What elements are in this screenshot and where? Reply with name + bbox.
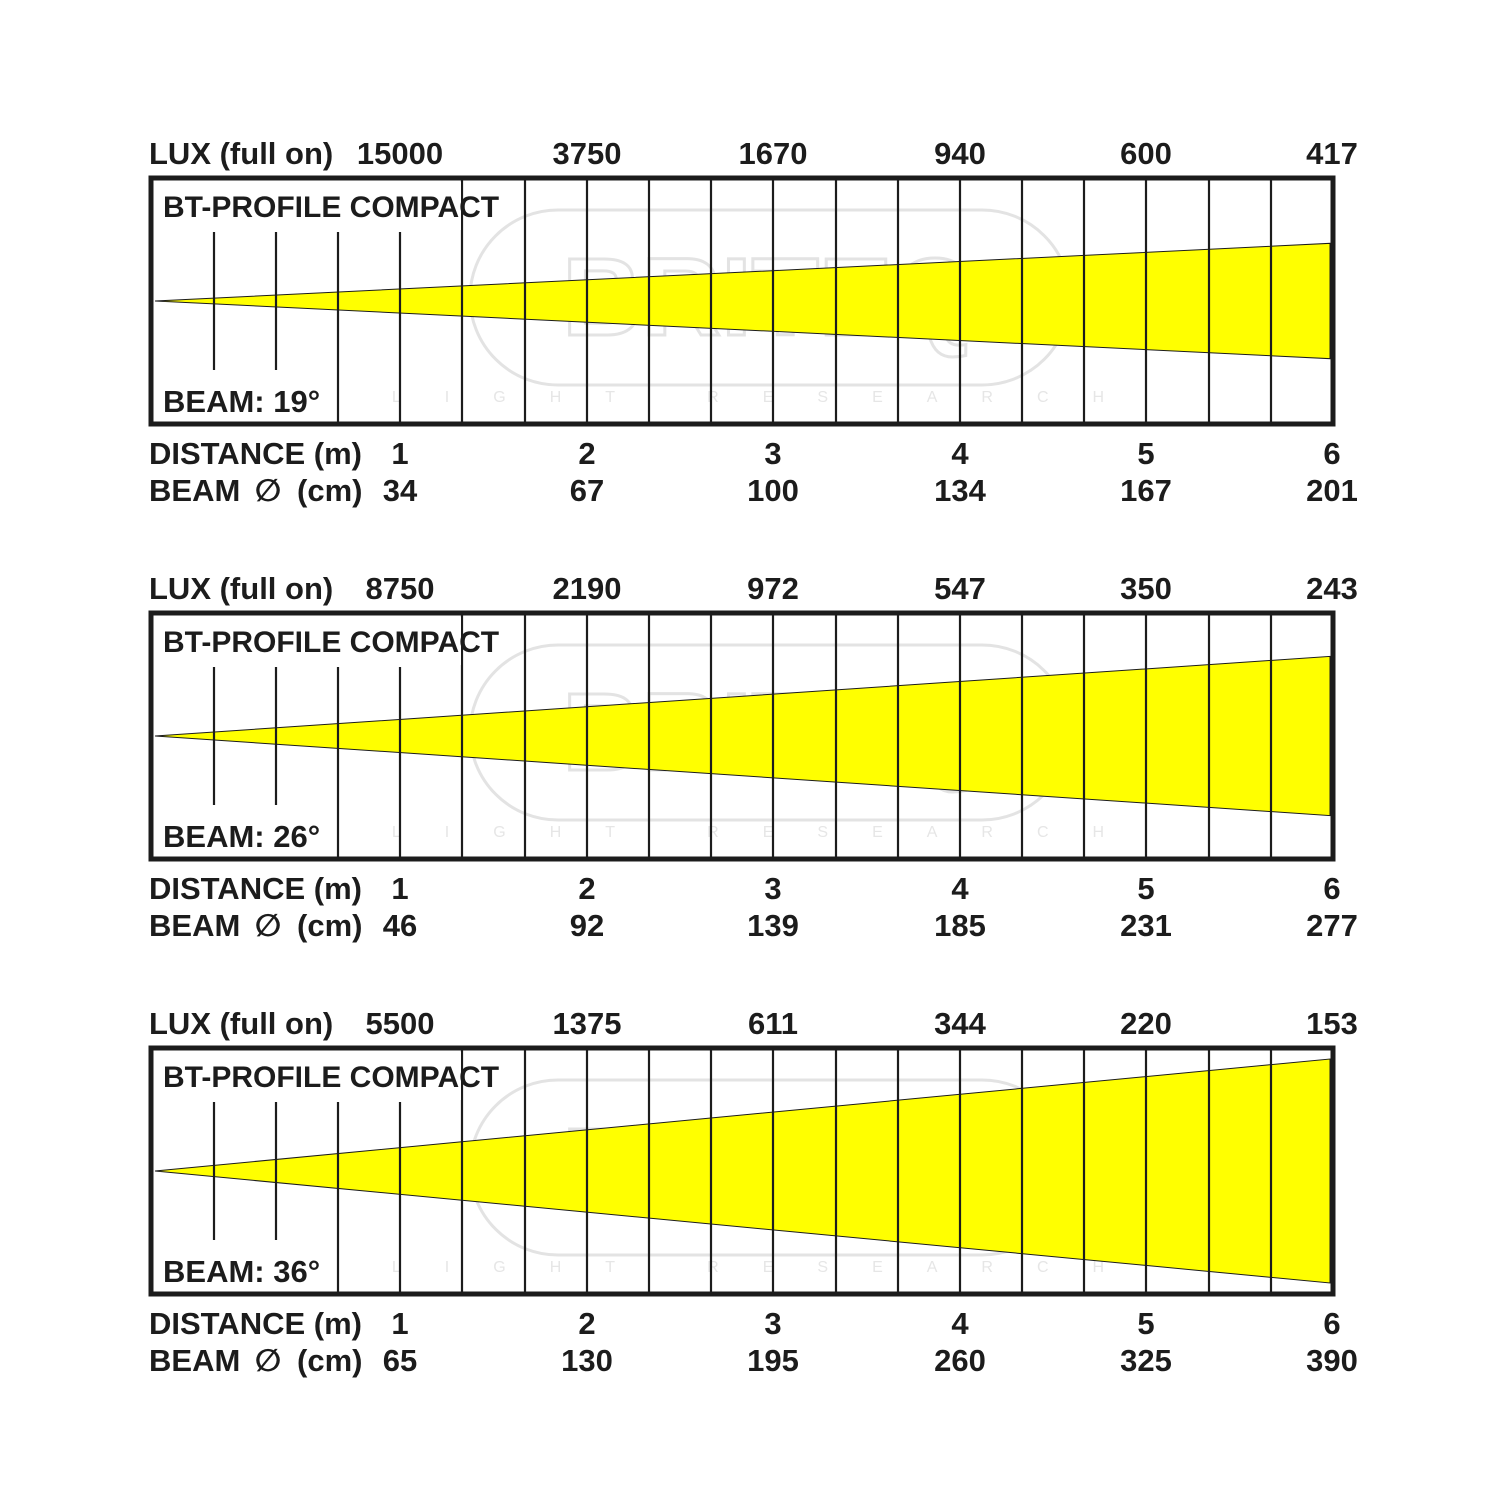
- distance-value: 1: [391, 436, 409, 471]
- lux-value: 153: [1306, 1006, 1358, 1041]
- lux-value: 5500: [365, 1006, 435, 1041]
- beam-diameter-value: 325: [1120, 1343, 1172, 1378]
- distance-value: 3: [764, 1306, 782, 1341]
- distance-row-label: DISTANCE (m): [149, 436, 362, 471]
- beam-diameter-row-label: BEAM: [149, 1343, 241, 1378]
- distance-value: 6: [1323, 436, 1341, 471]
- beam-diameter-value: 130: [561, 1343, 613, 1378]
- beam-diameter-row-label: BEAM: [149, 473, 241, 508]
- watermark-subtext: LIGHT RESEARCH: [391, 1259, 1149, 1276]
- beam-diameter-value: 185: [934, 908, 986, 943]
- beam-diameter-value: 231: [1120, 908, 1172, 943]
- lux-row-label: LUX (full on): [149, 571, 334, 606]
- distance-value: 2: [578, 1306, 596, 1341]
- distance-value: 6: [1323, 1306, 1341, 1341]
- beam-diameter-unit: (cm): [297, 1343, 363, 1378]
- distance-value: 1: [391, 871, 409, 906]
- distance-value: 4: [951, 436, 969, 471]
- beam-diameter-value: 65: [382, 1343, 418, 1378]
- distance-value: 2: [578, 871, 596, 906]
- beam-angle-label: BEAM: 36°: [163, 1254, 321, 1289]
- beam-diameter-value: 67: [569, 473, 605, 508]
- distance-value: 6: [1323, 871, 1341, 906]
- distance-row-label: DISTANCE (m): [149, 871, 362, 906]
- lux-value: 344: [934, 1006, 986, 1041]
- beam-diameter-row-label: BEAM: [149, 908, 241, 943]
- beam-diameter-value: 195: [747, 1343, 799, 1378]
- lux-value: 1375: [552, 1006, 622, 1041]
- beam-diameter-value: 277: [1306, 908, 1358, 943]
- beam-diagram-2: [0, 565, 1500, 965]
- lux-value: 8750: [365, 571, 435, 606]
- lux-row-label: LUX (full on): [149, 1006, 334, 1041]
- diameter-symbol: ∅: [254, 908, 282, 943]
- lux-value: 1670: [738, 136, 808, 171]
- beam-diagram-svg: [0, 1000, 1500, 1400]
- lux-value: 940: [934, 136, 986, 171]
- lux-value: 547: [934, 571, 986, 606]
- beam-diameter-value: 100: [747, 473, 799, 508]
- watermark-subtext: LIGHT RESEARCH: [391, 824, 1149, 841]
- lux-row-label: LUX (full on): [149, 136, 334, 171]
- beam-diameter-value: 134: [934, 473, 986, 508]
- lux-value: 417: [1306, 136, 1358, 171]
- beam-diagram-svg: [0, 565, 1500, 965]
- beam-diameter-value: 260: [934, 1343, 986, 1378]
- lux-value: 15000: [356, 136, 444, 171]
- lux-value: 350: [1120, 571, 1172, 606]
- distance-value: 3: [764, 871, 782, 906]
- lux-value: 3750: [552, 136, 622, 171]
- lux-value: 972: [747, 571, 799, 606]
- beam-diagram-3: [0, 1000, 1500, 1400]
- beam-diameter-unit: (cm): [297, 473, 363, 508]
- lux-value: 611: [747, 1006, 799, 1041]
- lux-value: 243: [1306, 571, 1358, 606]
- distance-value: 1: [391, 1306, 409, 1341]
- beam-diameter-value: 390: [1306, 1343, 1358, 1378]
- lux-value: 220: [1120, 1006, 1172, 1041]
- distance-value: 5: [1137, 871, 1155, 906]
- beam-diameter-value: 139: [747, 908, 799, 943]
- beam-diameter-value: 92: [569, 908, 605, 943]
- distance-value: 5: [1137, 436, 1155, 471]
- beam-diameter-value: 201: [1306, 473, 1358, 508]
- distance-value: 5: [1137, 1306, 1155, 1341]
- beam-diameter-value: 167: [1120, 473, 1172, 508]
- beam-diameter-unit: (cm): [297, 908, 363, 943]
- beam-angle-label: BEAM: 19°: [163, 384, 321, 419]
- distance-value: 3: [764, 436, 782, 471]
- beam-diameter-value: 34: [382, 473, 418, 508]
- lux-value: 2190: [552, 571, 622, 606]
- watermark-subtext: LIGHT RESEARCH: [391, 389, 1149, 406]
- diameter-symbol: ∅: [254, 1343, 282, 1378]
- distance-value: 2: [578, 436, 596, 471]
- beam-diagram-1: [0, 130, 1500, 530]
- diameter-symbol: ∅: [254, 473, 282, 508]
- distance-value: 4: [951, 1306, 969, 1341]
- beam-angle-label: BEAM: 26°: [163, 819, 321, 854]
- lux-value: 600: [1120, 136, 1172, 171]
- model-label: BT-PROFILE COMPACT: [163, 1061, 500, 1094]
- beam-diagram-svg: [0, 130, 1500, 530]
- model-label: BT-PROFILE COMPACT: [163, 191, 500, 224]
- distance-value: 4: [951, 871, 969, 906]
- model-label: BT-PROFILE COMPACT: [163, 626, 500, 659]
- distance-row-label: DISTANCE (m): [149, 1306, 362, 1341]
- beam-diameter-value: 46: [382, 908, 418, 943]
